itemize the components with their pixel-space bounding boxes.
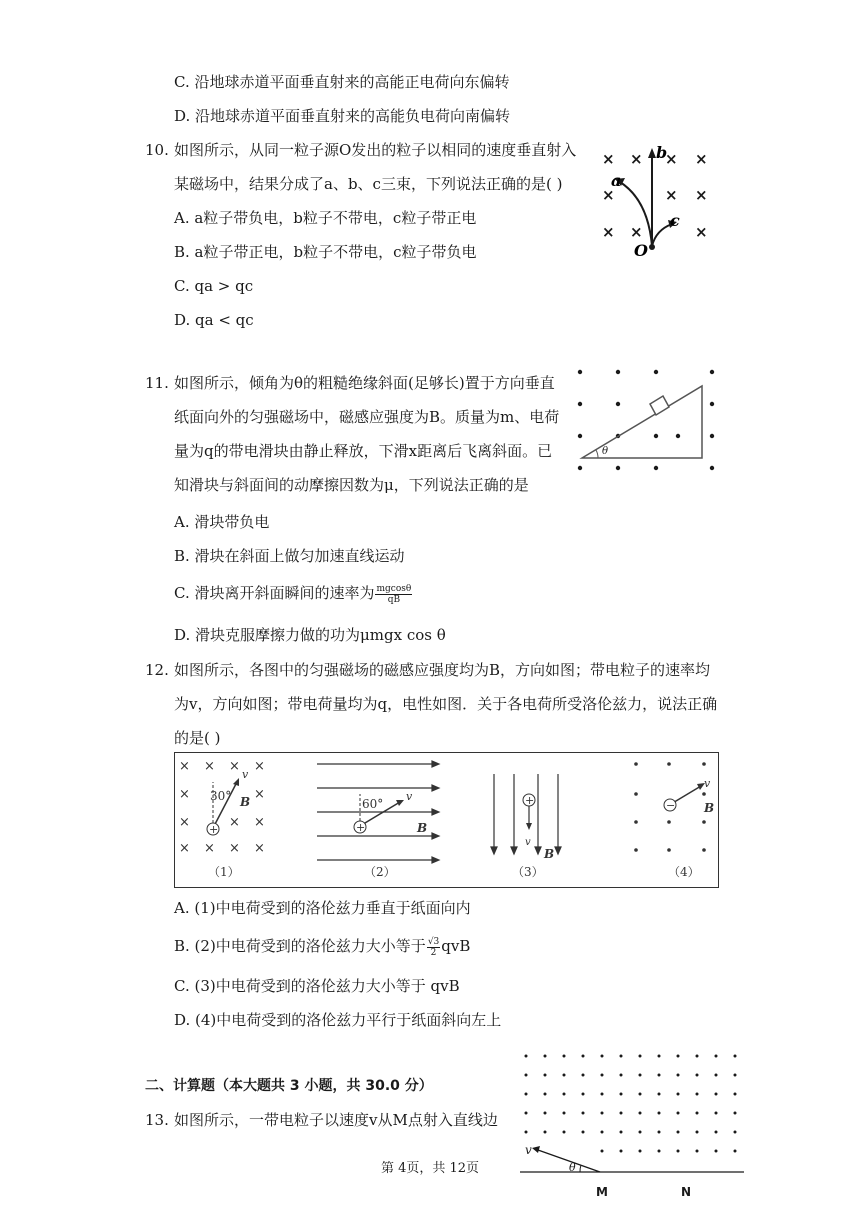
- section-title: 二、计算题（本大题共 3 小题，共 30.0 分）: [145, 1078, 433, 1094]
- field-dot: [582, 1055, 585, 1058]
- q10-label-a: a: [611, 171, 622, 190]
- field-dot: [696, 1055, 699, 1058]
- q12-option-d: D. (4)中电荷受到的洛伦兹力平行于纸面斜向左上: [174, 1011, 502, 1029]
- field-dot: [582, 1074, 585, 1077]
- field-dot: [658, 1112, 661, 1115]
- field-dot: [620, 1055, 623, 1058]
- q10-option-d: D. qa < qc: [174, 311, 254, 329]
- field-dot: [601, 1150, 604, 1153]
- q11-stem-line4: 知滑块与斜面间的动摩擦因数为μ，下列说法正确的是: [174, 476, 529, 494]
- svg-text:×: ×: [229, 841, 240, 856]
- q10-option-c: C. qa > qc: [174, 277, 254, 295]
- field-dot: [696, 1112, 699, 1115]
- q10-label-c: c: [670, 211, 680, 230]
- field-dot: [525, 1074, 528, 1077]
- field-dot: [525, 1055, 528, 1058]
- svg-text:×: ×: [204, 759, 215, 774]
- svg-text:×: ×: [630, 150, 643, 168]
- q9-option-c: C. 沿地球赤道平面垂直射来的高能正电荷向东偏转: [174, 73, 510, 91]
- svg-text:×: ×: [602, 223, 615, 241]
- field-dot: [620, 1150, 623, 1153]
- field-dot: [696, 1150, 699, 1153]
- q13-label-m: M: [596, 1185, 608, 1199]
- svg-text:×: ×: [695, 223, 708, 241]
- svg-text:−: −: [666, 799, 676, 812]
- field-dot: [658, 1150, 661, 1153]
- field-dot: [639, 1074, 642, 1077]
- svg-text:×: ×: [602, 186, 615, 204]
- q12-stem-line1: 如图所示，各图中的匀强磁场的磁感应强度均为B，方向如图；带电粒子的速率均: [174, 661, 711, 679]
- field-dot: [544, 1055, 547, 1058]
- q12-stem-line2: 为v，方向如图；带电荷量均为q，电性如图．关于各电荷所受洛伦兹力，说法正确: [174, 695, 718, 713]
- q11-option-c-denominator: qB: [387, 594, 401, 605]
- field-dot: [582, 1131, 585, 1134]
- q13-stem-line1: 如图所示，一带电粒子以速度v从M点射入直线边: [174, 1111, 498, 1129]
- field-dot: [639, 1131, 642, 1134]
- q11-option-b: B. 滑块在斜面上做匀加速直线运动: [174, 547, 405, 565]
- field-dot: [620, 1093, 623, 1096]
- field-dot: [601, 1112, 604, 1115]
- q11-stem-line2: 纸面向外的匀强磁场中，磁感应强度为B。质量为m、电荷: [174, 408, 560, 426]
- field-dot: [734, 1093, 737, 1096]
- svg-text:×: ×: [179, 815, 190, 830]
- field-dot: [525, 1131, 528, 1134]
- field-dot: [715, 1055, 718, 1058]
- q10-option-a: A. a粒子带负电，b粒子不带电，c粒子带正电: [174, 209, 477, 227]
- field-dot: [601, 1074, 604, 1077]
- field-dot: [563, 1131, 566, 1134]
- q11-label-theta: θ: [602, 446, 609, 457]
- field-dot: [582, 1093, 585, 1096]
- field-dot: [715, 1150, 718, 1153]
- svg-text:×: ×: [254, 815, 265, 830]
- field-dot: [582, 1112, 585, 1115]
- q12-option-b: [174, 936, 470, 958]
- page-footer: 第 4页，共 12页: [380, 1161, 480, 1176]
- q13-number: 13.: [145, 1111, 169, 1129]
- field-dot: [677, 1093, 680, 1096]
- svg-text:×: ×: [204, 841, 215, 856]
- q12-fig4-b: B: [704, 801, 715, 815]
- field-dot: [715, 1093, 718, 1096]
- field-dot: [696, 1074, 699, 1077]
- q11-stem-line1: 如图所示，倾角为θ的粗糙绝缘斜面(足够长)置于方向垂直: [174, 374, 555, 392]
- field-dot: [734, 1112, 737, 1115]
- q13-label-v: v: [525, 1143, 532, 1157]
- svg-text:×: ×: [695, 186, 708, 204]
- svg-text:×: ×: [630, 223, 643, 241]
- q12-fig2-angle: 60°: [362, 797, 384, 811]
- field-dot: [696, 1131, 699, 1134]
- svg-text:×: ×: [179, 787, 190, 802]
- field-dot: [639, 1112, 642, 1115]
- field-dot: [734, 1150, 737, 1153]
- field-dot: [677, 1112, 680, 1115]
- q10-stem-line1: 如图所示，从同一粒子源O发出的粒子以相同的速度垂直射入: [174, 141, 577, 159]
- field-dot: [715, 1112, 718, 1115]
- q12-caption-2: （2）: [364, 865, 396, 879]
- q12-option-c: C. (3)中电荷受到的洛伦兹力大小等于 qvB: [174, 977, 460, 995]
- q11-option-c-fraction: [375, 584, 412, 605]
- q12-option-b-text: B. (2)中电荷受到的洛伦兹力大小等于: [174, 937, 426, 955]
- q12-option-b-denominator: 2: [430, 947, 437, 958]
- q13-label-n: N: [681, 1185, 692, 1199]
- field-dot: [677, 1131, 680, 1134]
- field-dot: [658, 1131, 661, 1134]
- field-dot: [734, 1055, 737, 1058]
- q12-caption-3: （3）: [512, 865, 544, 879]
- field-dot: [525, 1112, 528, 1115]
- q12-fig3-v: v: [525, 837, 531, 848]
- q11-option-c-text: C. 滑块离开斜面瞬间的速率为: [174, 584, 375, 602]
- field-dot: [715, 1074, 718, 1077]
- q12-fig1-angle: 30°: [210, 789, 232, 803]
- field-dot: [734, 1131, 737, 1134]
- svg-text:×: ×: [229, 759, 240, 774]
- q12-stem-line3: 的是( ): [174, 729, 221, 747]
- q12-fig2-v: v: [406, 790, 413, 803]
- q12-option-b-fraction: [427, 937, 440, 958]
- q11-option-c-numerator: mgcosθ: [376, 583, 412, 594]
- q12-option-b-tail: qvB: [441, 937, 471, 955]
- q12-fig3-b: B: [544, 847, 555, 861]
- q12-number: 12.: [145, 661, 169, 679]
- q12-fig1-b: B: [240, 795, 251, 809]
- field-dot: [639, 1150, 642, 1153]
- svg-text:×: ×: [254, 841, 265, 856]
- q11-option-d: D. 滑块克服摩擦力做的功为μmgx cos θ: [174, 626, 446, 644]
- svg-text:×: ×: [695, 150, 708, 168]
- field-dot: [696, 1093, 699, 1096]
- svg-text:×: ×: [254, 759, 265, 774]
- q10-figure: [590, 140, 720, 260]
- field-dot: [677, 1150, 680, 1153]
- q12-fig4-v: v: [704, 777, 711, 790]
- svg-text:×: ×: [602, 150, 615, 168]
- field-dot: [620, 1112, 623, 1115]
- field-dot: [601, 1131, 604, 1134]
- q10-stem-line2: 某磁场中，结果分成了a、b、c三束，下列说法正确的是( ): [174, 175, 563, 193]
- q11-option-c: [174, 583, 413, 605]
- q12-caption-4: （4）: [668, 865, 700, 879]
- q12-option-a: A. (1)中电荷受到的洛伦兹力垂直于纸面向内: [174, 899, 471, 917]
- q11-option-a: A. 滑块带负电: [174, 513, 270, 531]
- svg-text:×: ×: [179, 841, 190, 856]
- q10-label-o: O: [634, 241, 648, 260]
- q11-stem-line3: 量为q的带电滑块由静止释放，下滑x距离后飞离斜面。已: [174, 442, 553, 460]
- q13-label-theta: θ: [569, 1161, 576, 1174]
- q10-number: 10.: [145, 141, 169, 159]
- q10-option-b: B. a粒子带正电，b粒子不带电，c粒子带负电: [174, 243, 477, 261]
- q12-fig1-v: v: [242, 768, 249, 781]
- field-dot: [563, 1055, 566, 1058]
- field-dot: [658, 1093, 661, 1096]
- svg-text:×: ×: [254, 787, 265, 802]
- svg-text:+: +: [356, 821, 366, 834]
- q12-fig2-b: B: [417, 821, 428, 835]
- q9-option-d: D. 沿地球赤道平面垂直射来的高能负电荷向南偏转: [174, 107, 511, 125]
- field-dot: [563, 1112, 566, 1115]
- field-dot: [544, 1093, 547, 1096]
- q11-figure: [562, 362, 722, 477]
- svg-text:+: +: [209, 823, 219, 836]
- q12-figure: [174, 752, 719, 888]
- q10-label-b: b: [656, 143, 668, 162]
- field-dot: [639, 1093, 642, 1096]
- field-dot: [544, 1074, 547, 1077]
- q12-option-b-numerator: √3: [427, 936, 440, 947]
- field-dot: [620, 1131, 623, 1134]
- q11-number: 11.: [145, 374, 169, 392]
- field-dot: [544, 1112, 547, 1115]
- field-dot: [677, 1055, 680, 1058]
- field-dot: [658, 1074, 661, 1077]
- field-dot: [620, 1074, 623, 1077]
- field-dot: [734, 1074, 737, 1077]
- q13-dot-grid: [525, 1055, 737, 1153]
- q13-figure: [518, 1048, 748, 1208]
- q12-caption-1: （1）: [208, 865, 240, 879]
- svg-text:×: ×: [665, 150, 678, 168]
- field-dot: [525, 1093, 528, 1096]
- field-dot: [601, 1055, 604, 1058]
- field-dot: [563, 1074, 566, 1077]
- svg-text:×: ×: [179, 759, 190, 774]
- svg-text:×: ×: [229, 815, 240, 830]
- field-dot: [544, 1131, 547, 1134]
- field-dot: [563, 1093, 566, 1096]
- field-dot: [715, 1131, 718, 1134]
- field-dot: [677, 1074, 680, 1077]
- field-dot: [601, 1093, 604, 1096]
- svg-text:+: +: [525, 794, 535, 807]
- svg-text:×: ×: [665, 186, 678, 204]
- field-dot: [639, 1055, 642, 1058]
- field-dot: [658, 1055, 661, 1058]
